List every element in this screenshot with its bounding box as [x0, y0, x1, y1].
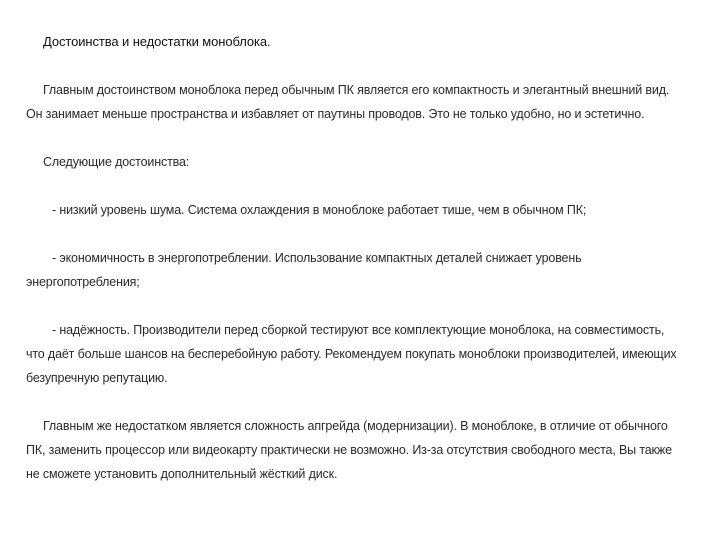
advantage-economy-line-1: - экономичность в энергопотреблении. Использование компактных деталей снижает уровень	[52, 251, 582, 265]
disadvantage-line-2: ПК, заменить процессор или видеокарту практически не возможно. Из-за отсутствия свободного места, Вы также	[26, 443, 672, 457]
advantage-reliability-line-3: безупречную репутацию.	[26, 371, 168, 385]
intro-line-1: Главным достоинством моноблока перед обычным ПК является его компактность и элегантный внешний вид.	[43, 83, 670, 97]
disadvantage-line-3: не сможете установить дополнительный жёсткий диск.	[26, 467, 338, 481]
advantage-economy-line-2: энергопотребления;	[26, 275, 140, 289]
intro-line-2: Он занимает меньше пространства и избавляет от паутины проводов. Это не только удобно, но и эстетично.	[26, 107, 645, 121]
advantage-reliability-line-1: - надёжность. Производители перед сборкой тестируют все комплектующие моноблока, на совместимость,	[52, 323, 665, 337]
document-title: Достоинства и недостатки моноблока.	[43, 34, 271, 49]
disadvantage-line-1: Главным же недостатком является сложность апгрейда (модернизации). В моноблоке, в отличие от обычного	[43, 419, 668, 433]
advantages-heading: Следующие достоинства:	[43, 155, 190, 169]
advantage-reliability-line-2: что даёт больше шансов на бесперебойную работу. Рекомендуем покупать моноблоки производителей, имеющих	[26, 347, 677, 361]
advantage-noise-line-1: - низкий уровень шума. Система охлаждения в моноблоке работает тише, чем в обычном ПК;	[52, 203, 587, 217]
